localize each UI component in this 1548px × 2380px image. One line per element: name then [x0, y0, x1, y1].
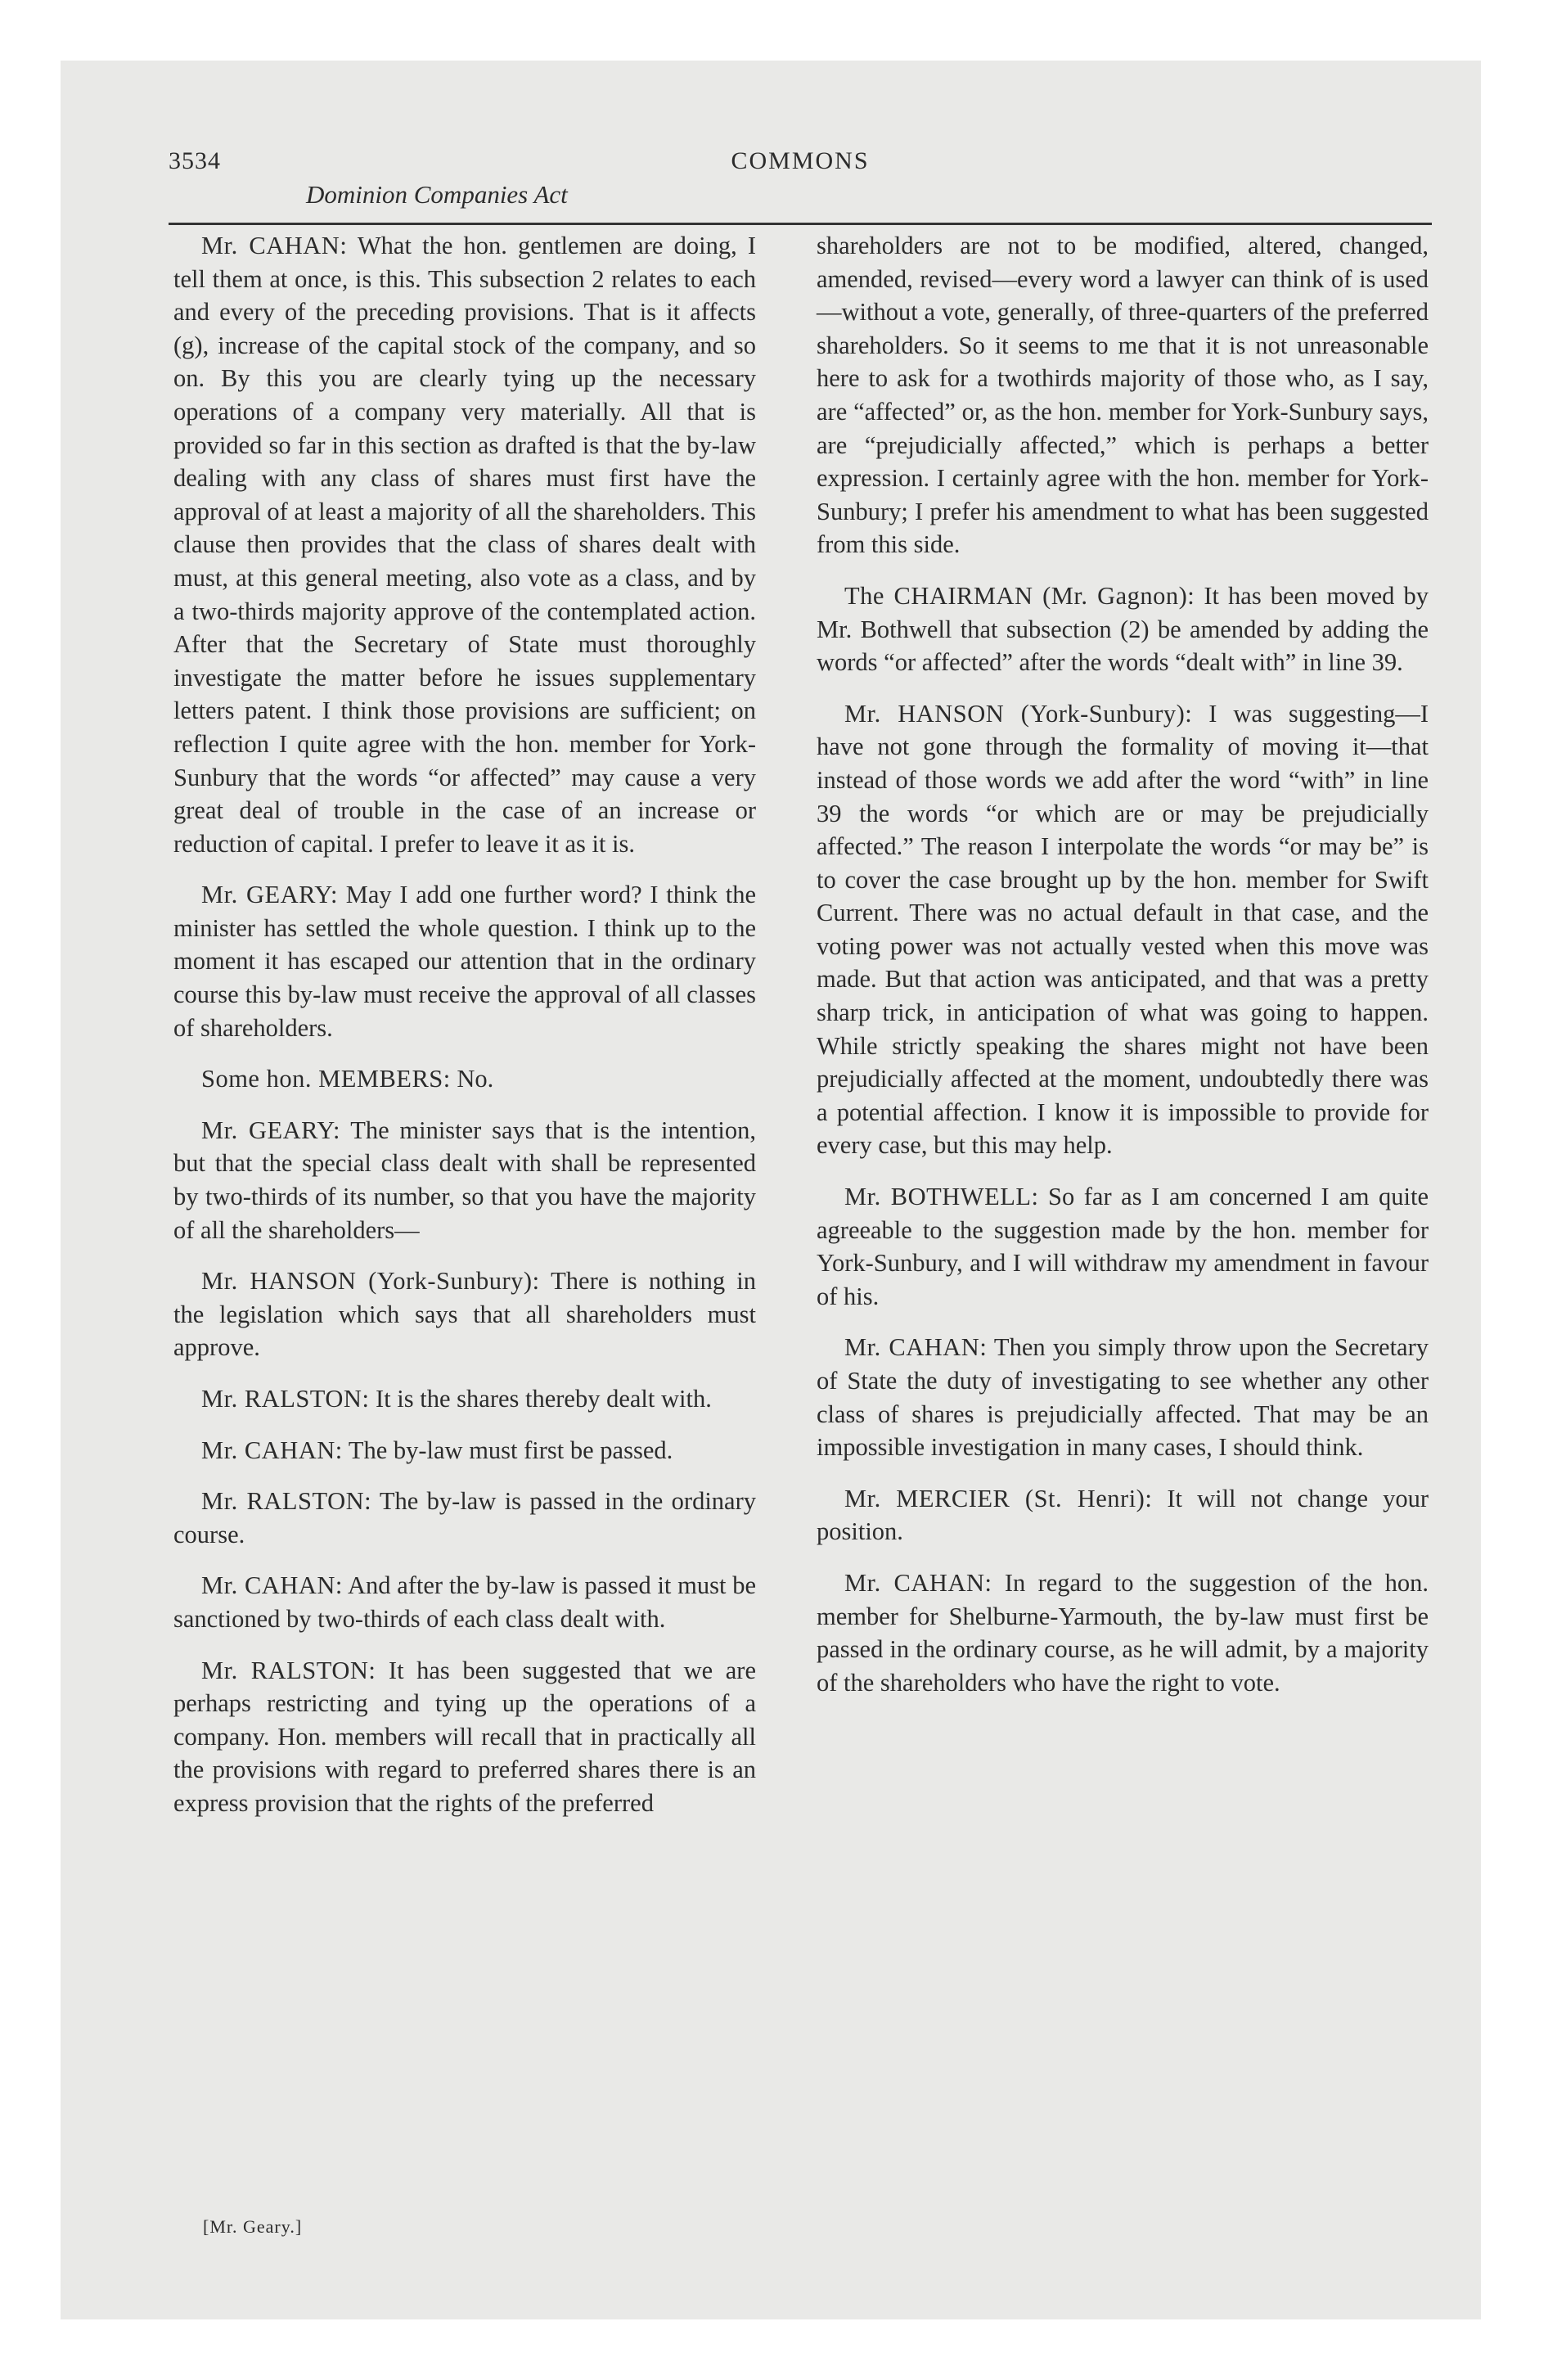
page-number: 3534 [169, 147, 221, 174]
paragraph [817, 1180, 1429, 1313]
paragraph [817, 1566, 1429, 1699]
speaker: The CHAIRMAN (Mr. Gagnon): [844, 581, 1195, 610]
paragraph [173, 1569, 756, 1635]
paragraph [817, 1331, 1429, 1463]
speech-text: It will not change your position. [817, 1484, 1429, 1546]
paragraph [817, 579, 1429, 679]
paragraph [817, 697, 1429, 1162]
speaker: Mr. CAHAN: [844, 1568, 992, 1597]
speech-text: shareholders are not to be modified, altered, changed, amended, revised—every word a lawyer can think of is used—without a vote, generally, of three-quarters of the preferred shareholders. So it seems to me that it is not unreasonable here to ask for a twothirds majority of those who, as I say, are “affected” or, as the hon. member for York-Sunbury says, are “prejudicially affected,” which is perhaps a better expression. I certainly agree with the hon. member for York-Sunbury; I prefer his amendment to what has been suggested from this side. [817, 232, 1429, 559]
speech-text: Then you simply throw upon the Secretary of State the duty of investigating to see whether any other class of shares is prejudicially affected. That may be an impossible investigation in many cases, I should think. [817, 1333, 1429, 1462]
speaker: Mr. CAHAN: [201, 232, 348, 259]
section-title: Dominion Companies Act [306, 180, 568, 209]
speech-text: It is the shares thereby dealt with. [369, 1385, 712, 1413]
speech-text: It has been suggested that we are perhaps restricting and tying up the operations of a company. Hon. members will recall that in practically all the provisions with regard to preferred shares there is an express provision that the rights of the preferred [173, 1656, 756, 1817]
speech-text: What the hon. gentlemen are doing, I tell them at once, is this. This subsection 2 relates to each and every of the preceding provisions. That is it affects (g), increase of the capital stock of the company, and so on. By this you are clearly tying up the necessary operations of a company very materially. All that is provided so far in this section as drafted is that the by-law dealing with any class of shares must first have the approval of at least a majority of all the shareholders. This clause then provides that the class of shares dealt with must, at this general meeting, also vote as a class, and by a two-thirds majority approve of the contemplated action. After that the Secretary of State must thoroughly investigate the matter before he issues supplementary letters patent. I think those provisions are sufficient; on reflection I quite agree with the hon. member for York-Sunbury that the words “or affected” may cause a very great deal of trouble in the case of an increase or reduction of capital. I prefer to leave it as it is. [173, 232, 757, 858]
paragraph [173, 1654, 756, 1820]
speech-text: So far as I am concerned I am quite agreeable to the suggestion made by the hon. member for York-Sunbury, and I will withdraw my amendment in favour of his. [817, 1183, 1429, 1310]
left-column [173, 229, 756, 1838]
paragraph [173, 1062, 756, 1096]
speech-text: In regard to the suggestion of the hon. member for Shelburne-Yarmouth, the by-law must first be passed in the ordinary course, as he will admit, by a majority of the shareholders who have the right to vote. [817, 1568, 1429, 1697]
speech-text: The by-law must first be passed. [342, 1436, 673, 1464]
speaker: Mr. RALSTON: [201, 1385, 370, 1413]
speaker: Mr. CAHAN: [201, 1571, 343, 1600]
speech-text: It has been moved by Mr. Bothwell that subsection (2) be amended by adding the words “or affected” after the words “dealt with” in line 39. [817, 581, 1429, 677]
header-rule [169, 223, 1432, 225]
paragraph [173, 1382, 756, 1416]
paragraph [173, 229, 756, 860]
journal-title: COMMONS [731, 147, 870, 174]
speech-text: May I add one further word? I think the minister has settled the whole question. I think up to the moment it has escaped our attention that in the ordinary course this by-law must receive the approval of all classes of shareholders. [173, 881, 756, 1042]
paragraph [173, 1114, 756, 1246]
speaker: Mr. HANSON (York-Sunbury): [201, 1267, 540, 1296]
right-column [817, 229, 1429, 1717]
speech-text: The minister says that is the intention, but that the special class dealt with shall be represented by two-thirds of its number, so that you have the majority of all the shareholders— [173, 1116, 757, 1244]
paragraph [817, 1482, 1429, 1548]
speaker: Mr. HANSON (York-Sunbury): [844, 699, 1193, 728]
speech-text: I was suggesting—I have not gone through the formality of moving it—that instead of those words we add after the word “with” in line 39 the words “or which are or may be prejudicially affected.” The reason I interpolate the words “or may be” is to cover the case brought up by the hon. member for Swift Current. There was no actual default in that case, and the voting power was not actually vested when this move was made. But that action was anticipated, and that was a pretty sharp trick, in anticipation of what was going to happen. While strictly speaking the shares might not have been prejudicially affected at the moment, undoubtedly there was a potential affection. I know it is impossible to provide for every case, but this may help. [817, 699, 1429, 1160]
paragraph [173, 1485, 756, 1551]
speaker: Mr. BOTHWELL: [844, 1183, 1039, 1211]
speech-text: The by-law is passed in the ordinary course. [173, 1487, 756, 1548]
speaker: Mr. GEARY: [201, 1116, 341, 1144]
paragraph [817, 229, 1429, 561]
speaker: Mr. GEARY: [201, 881, 338, 909]
paragraph [173, 1434, 756, 1467]
speaker: Mr. RALSTON: [201, 1487, 372, 1516]
speaker: Mr. CAHAN: [201, 1436, 343, 1464]
speech-text: No. [450, 1065, 494, 1093]
speaker: Mr. CAHAN: [844, 1333, 988, 1362]
speaker: Mr. MERCIER (St. Henri): [844, 1484, 1153, 1512]
speaker: Mr. RALSTON: [201, 1656, 376, 1684]
speaker: Some hon. MEMBERS: [201, 1065, 451, 1093]
speech-text: There is nothing in the legislation which says that all shareholders must approve. [173, 1267, 756, 1362]
paragraph [173, 1264, 756, 1364]
footer-catchword: [Mr. Geary.] [203, 2216, 303, 2237]
speech-text: And after the by-law is passed it must be sanctioned by two-thirds of each class dealt with. [173, 1571, 756, 1633]
paragraph [173, 878, 756, 1044]
page-header [169, 144, 1432, 218]
